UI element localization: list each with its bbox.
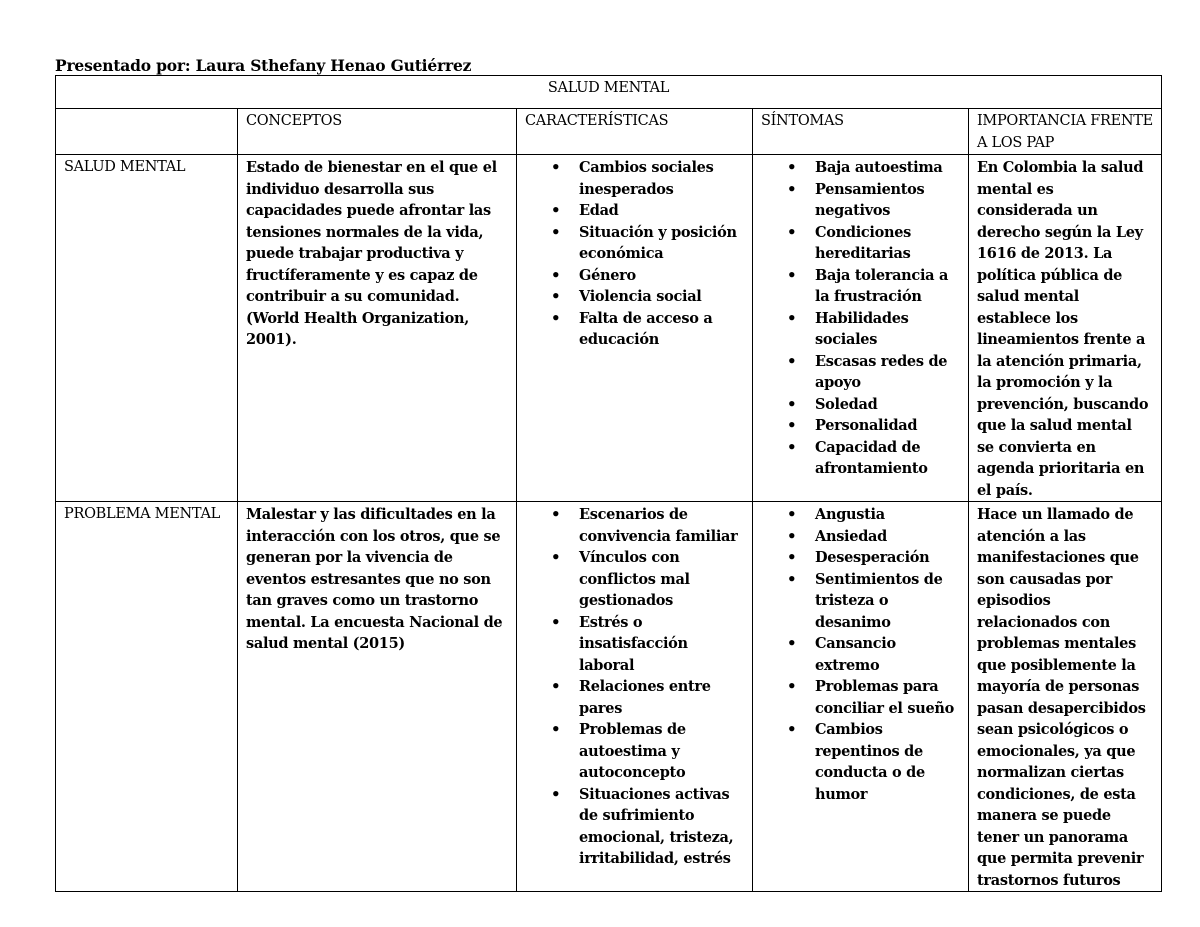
header-sintomas: SÍNTOMAS xyxy=(753,109,969,155)
author-line: Presentado por: Laura Sthefany Henao Gutiérrez xyxy=(55,56,472,75)
list-item: • Baja tolerancia a la frustración xyxy=(761,265,960,308)
table-row xyxy=(56,502,1162,892)
caracteristicas-cell xyxy=(517,155,753,502)
list-item: • Baja autoestima xyxy=(761,157,960,179)
list-item: • Problemas de autoestima y autoconcepto xyxy=(525,719,744,784)
importancia-cell: Hace un llamado de atención a las manifestaciones que son causadas por episodios relacionados con problemas mentales que posiblemente la mayoría de personas pasan desapercibidos sean psicológicos o emocionales, ya que normalizan ciertas condiciones, de esta manera se puede tener un panorama que permita prevenir trastornos futuros xyxy=(969,502,1162,892)
table-title-row xyxy=(56,76,1162,109)
list-item: • Ansiedad xyxy=(761,526,960,548)
mental-health-table xyxy=(55,75,1162,892)
list-item: • Angustia xyxy=(761,504,960,526)
sintomas-list xyxy=(761,504,960,805)
list-item: • Edad xyxy=(525,200,744,222)
header-caracteristicas: CARACTERÍSTICAS xyxy=(517,109,753,155)
header-conceptos: CONCEPTOS xyxy=(238,109,517,155)
list-item: • Capacidad de afrontamiento xyxy=(761,437,960,480)
list-item: • Vínculos con conflictos mal gestionados xyxy=(525,547,744,612)
list-item: • Personalidad xyxy=(761,415,960,437)
list-item: • Sentimientos de tristeza o desanimo xyxy=(761,569,960,634)
list-item: • Problemas para conciliar el sueño xyxy=(761,676,960,719)
list-item: • Situación y posición económica xyxy=(525,222,744,265)
list-item: • Cambios repentinos de conducta o de humor xyxy=(761,719,960,805)
list-item: • Situaciones activas de sufrimiento emocional, tristeza, irritabilidad, estrés xyxy=(525,784,744,870)
sintomas-cell xyxy=(753,155,969,502)
list-item: • Habilidades sociales xyxy=(761,308,960,351)
row-label: PROBLEMA MENTAL xyxy=(56,502,238,892)
row-label: SALUD MENTAL xyxy=(56,155,238,502)
list-item: • Desesperación xyxy=(761,547,960,569)
table-title: SALUD MENTAL xyxy=(56,76,1162,109)
list-item: • Estrés o insatisfacción laboral xyxy=(525,612,744,677)
list-item: • Violencia social xyxy=(525,286,744,308)
header-importancia: IMPORTANCIA FRENTE A LOS PAP xyxy=(969,109,1162,155)
table-row xyxy=(56,155,1162,502)
list-item: • Pensamientos negativos xyxy=(761,179,960,222)
list-item: • Soledad xyxy=(761,394,960,416)
list-item: • Cambios sociales inesperados xyxy=(525,157,744,200)
list-item: • Cansancio extremo xyxy=(761,633,960,676)
caracteristicas-list xyxy=(525,157,744,351)
list-item: • Relaciones entre pares xyxy=(525,676,744,719)
list-item: • Escasas redes de apoyo xyxy=(761,351,960,394)
header-empty xyxy=(56,109,238,155)
sintomas-cell xyxy=(753,502,969,892)
sintomas-list xyxy=(761,157,960,480)
caracteristicas-cell xyxy=(517,502,753,892)
importancia-cell: En Colombia la salud mental es considerada un derecho según la Ley 1616 de 2013. La política pública de salud mental establece los lineamientos frente a la atención primaria, la promoción y la prevención, buscando que la salud mental se convierta en agenda prioritaria en el país. xyxy=(969,155,1162,502)
list-item: • Falta de acceso a educación xyxy=(525,308,744,351)
list-item: • Género xyxy=(525,265,744,287)
concepto-cell: Estado de bienestar en el que el individuo desarrolla sus capacidades puede afrontar las tensiones normales de la vida, puede trabajar productiva y fructíferamente y es capaz de contribuir a su comunidad. (World Health Organization, 2001). xyxy=(238,155,517,502)
list-item: • Condiciones hereditarias xyxy=(761,222,960,265)
list-item: • Escenarios de convivencia familiar xyxy=(525,504,744,547)
concepto-cell: Malestar y las dificultades en la interacción con los otros, que se generan por la vivencia de eventos estresantes que no son tan graves como un trastorno mental. La encuesta Nacional de salud mental (2015) xyxy=(238,502,517,892)
header-row xyxy=(56,109,1162,155)
caracteristicas-list xyxy=(525,504,744,870)
